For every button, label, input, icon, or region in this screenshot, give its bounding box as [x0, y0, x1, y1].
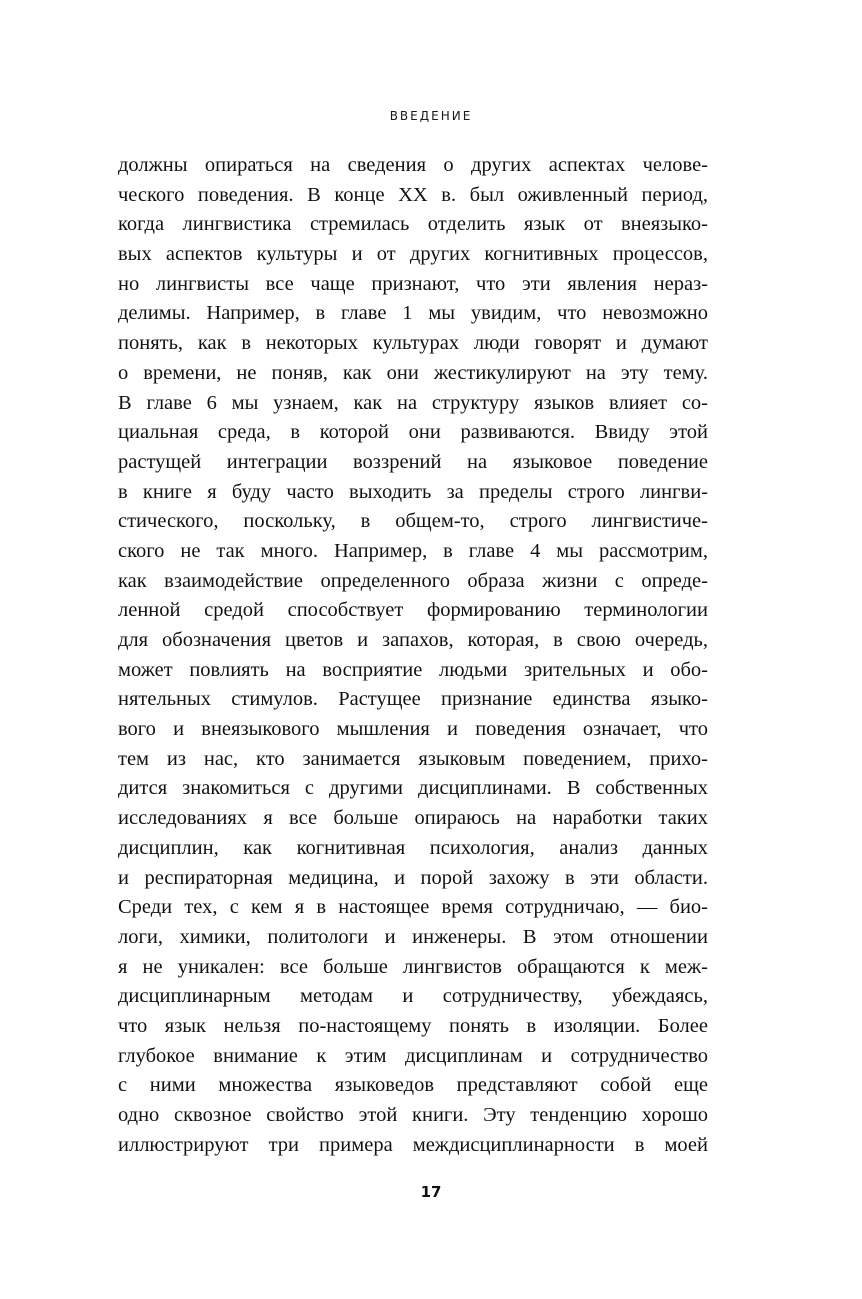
text-line: делимы. Например, в главе 1 мы увидим, что невозможно: [118, 302, 708, 325]
text-line: циальная среда, в которой они развиваются. Ввиду этой: [118, 421, 708, 444]
text-line: но лингвисты все чаще признают, что эти явления нераз-: [118, 272, 708, 295]
running-head: ВВЕДЕНИЕ: [389, 109, 473, 123]
text-line: дится знакомиться с другими дисциплинами. В собственных: [118, 777, 708, 800]
text-line: логи, химики, политологи и инженеры. В этом отношении: [118, 925, 708, 948]
text-line: может повлиять на восприятие людьми зрительных и обо-: [118, 658, 708, 681]
page-number: 17: [420, 1183, 442, 1201]
text-line: понять, как в некоторых культурах люди говорят и думают: [118, 332, 708, 355]
text-line: с ними множества языковедов представляют собой еще: [118, 1074, 708, 1097]
text-line: стического, поскольку, в общем-то, строго лингвистиче-: [118, 510, 708, 533]
text-line: дисциплин, как когнитивная психология, анализ данных: [118, 836, 708, 859]
text-line: ского не так много. Например, в главе 4 мы рассмотрим,: [118, 539, 708, 562]
body-text: [118, 151, 708, 1160]
text-line: растущей интеграции воззрений на языковое поведение: [118, 450, 708, 473]
text-line: нятельных стимулов. Растущее признание единства языко-: [118, 688, 708, 711]
text-line: о времени, не поняв, как они жестикулируют на эту тему.: [118, 361, 708, 384]
text-line: когда лингвистика стремилась отделить язык от внеязыко-: [118, 213, 708, 236]
text-line: вых аспектов культуры и от других когнитивных процессов,: [118, 243, 708, 266]
text-line: в книге я буду часто выходить за пределы строго лингви-: [118, 480, 708, 503]
text-line: ленной средой способствует формированию терминологии: [118, 599, 708, 622]
text-line: иллюстрируют три примера междисциплинарности в моей: [118, 1133, 708, 1156]
text-line: для обозначения цветов и запахов, которая, в свою очередь,: [118, 629, 708, 651]
text-line: и респираторная медицина, и порой захожу в эти области.: [118, 866, 708, 889]
text-line: дисциплинарным методам и сотрудничеству, убеждаясь,: [118, 985, 708, 1008]
text-line: должны опираться на сведения о других аспектах челове-: [118, 154, 708, 176]
text-line: В главе 6 мы узнаем, как на структуру языков влияет со-: [118, 391, 708, 414]
text-line: вого и внеязыкового мышления и поведения означает, что: [118, 718, 708, 741]
text-line: одно сквозное свойство этой книги. Эту тенденцию хорошо: [118, 1104, 708, 1126]
text-line: как взаимодействие определенного образа жизни с опреде-: [118, 569, 708, 592]
text-line: Среди тех, с кем я в настоящее время сотрудничаю, — био-: [118, 896, 708, 919]
text-line: исследованиях я все больше опираюсь на наработки таких: [118, 807, 708, 830]
text-line: что язык нельзя по-настоящему понять в изоляции. Более: [118, 1014, 708, 1037]
text-line: глубокое внимание к этим дисциплинам и сотрудничество: [118, 1044, 708, 1067]
text-line: я не уникален: все больше лингвистов обращаются к меж-: [118, 955, 708, 978]
text-line: тем из нас, кто занимается языковым поведением, прихо-: [118, 747, 708, 770]
text-line: ческого поведения. В конце XX в. был оживленный период,: [118, 183, 708, 206]
